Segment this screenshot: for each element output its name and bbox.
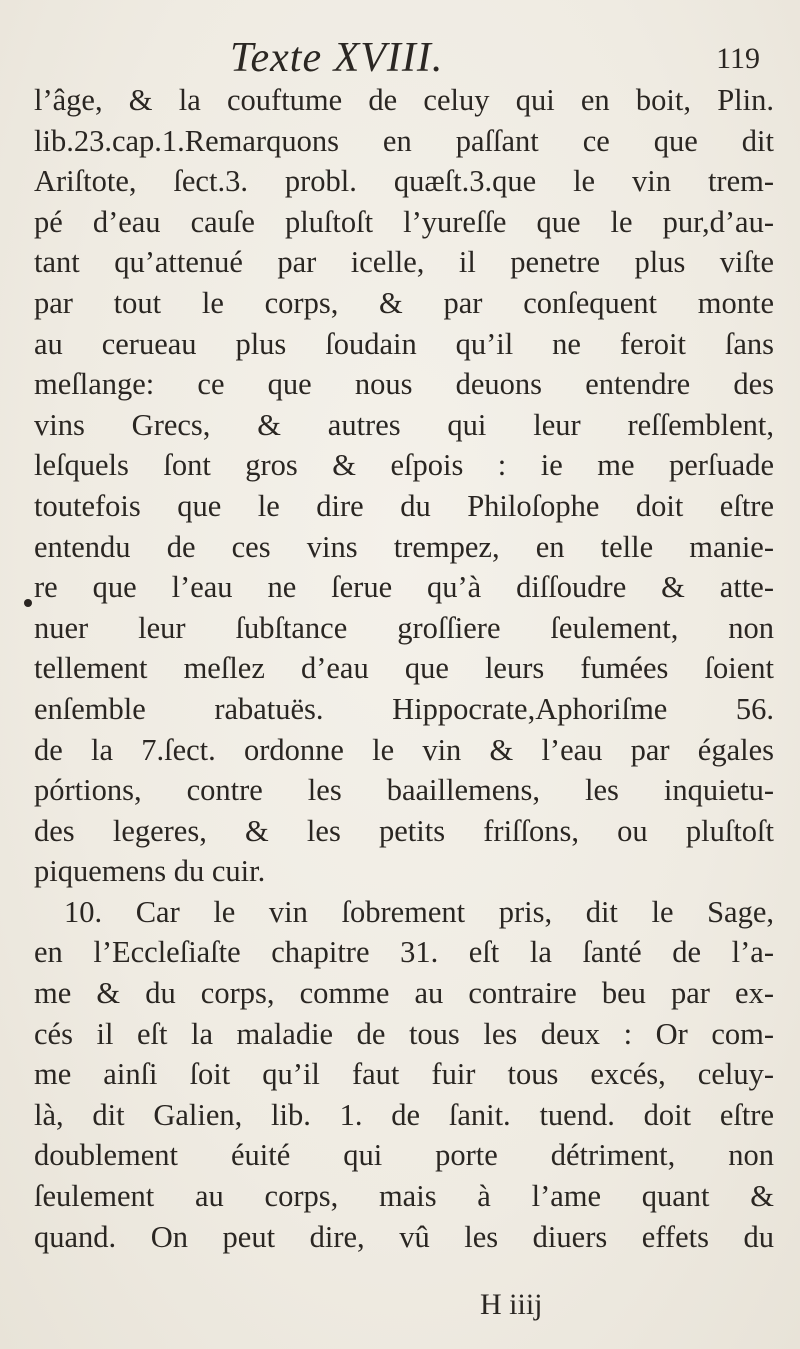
text-line: l’âge, & la couftume de celuy qui en boit, Plin. xyxy=(34,83,774,117)
text-line: meſlange: ce que nous deuons entendre des xyxy=(34,367,774,402)
text-line: doublement éuité qui porte détriment, non xyxy=(34,1138,774,1173)
page-header xyxy=(60,34,760,84)
text-line: tellement meſlez d’eau que leurs fumées ſoient xyxy=(34,651,774,686)
signature-mark: H iiij xyxy=(480,1288,543,1321)
text-line: nuer leur ſubſtance groſſiere ſeulement, non xyxy=(34,610,774,645)
body-text xyxy=(34,80,774,1257)
text-line: piquemens du cuir. xyxy=(34,854,266,889)
text-line: quand. On peut dire, vû les diuers effets du xyxy=(34,1219,774,1254)
text-line: là, dit Galien, lib. 1. de ſanit. tuend. doit eſtre xyxy=(34,1097,774,1132)
text-line: cés il eſt la maladie de tous les deux : Or com- xyxy=(34,1016,774,1051)
text-line: vins Grecs, & autres qui leur reſſemblent, xyxy=(34,407,774,442)
running-title: Texte XVIII. xyxy=(230,35,444,81)
text-line: au cerueau plus ſoudain qu’il ne feroit ſans xyxy=(34,326,774,361)
margin-mark xyxy=(24,599,32,607)
text-line: toutefois que le dire du Philoſophe doit eſtre xyxy=(34,488,774,523)
text-line: ſeulement au corps, mais à l’ame quant & xyxy=(34,1179,774,1214)
text-line: par tout le corps, & par conſequent monte xyxy=(34,285,774,320)
text-line: pórtions, contre les baaillemens, les inquietu- xyxy=(34,773,774,808)
text-line: lib.23.cap.1.Remarquons en paſſant ce que dit xyxy=(34,123,774,158)
text-line: Ariſtote, ſect.3. probl. quæſt.3.que le vin trem- xyxy=(34,164,774,199)
text-line: re que l’eau ne ſerue qu’à diſſoudre & atte- xyxy=(34,570,774,605)
text-line: me ainſi ſoit qu’il faut fuir tous excés, celuy- xyxy=(34,1057,774,1092)
text-line: leſquels ſont gros & eſpois : ie me perſuade xyxy=(34,448,774,483)
text-line: me & du corps, comme au contraire beu par ex- xyxy=(34,976,774,1011)
text-line: des legeres, & les petits friſſons, ou pluſtoſt xyxy=(34,813,774,848)
text-line: tant qu’attenué par icelle, il penetre plus viſte xyxy=(34,245,774,280)
text-line: enſemble rabatuës. Hippocrate,Aphoriſme 56. xyxy=(34,691,774,726)
page-number: 119 xyxy=(716,42,760,75)
paragraph-start-line: 10. Car le vin ſobrement pris, dit le Sage, xyxy=(64,894,774,929)
text-line: pé d’eau cauſe pluſtoſt l’yureſſe que le pur,d’au- xyxy=(34,204,774,239)
text-line: en l’Eccleſiaſte chapitre 31. eſt la ſanté de l’a- xyxy=(34,935,774,970)
text-line: entendu de ces vins trempez, en telle manie- xyxy=(34,529,774,564)
text-line: de la 7.ſect. ordonne le vin & l’eau par égales xyxy=(34,732,774,767)
